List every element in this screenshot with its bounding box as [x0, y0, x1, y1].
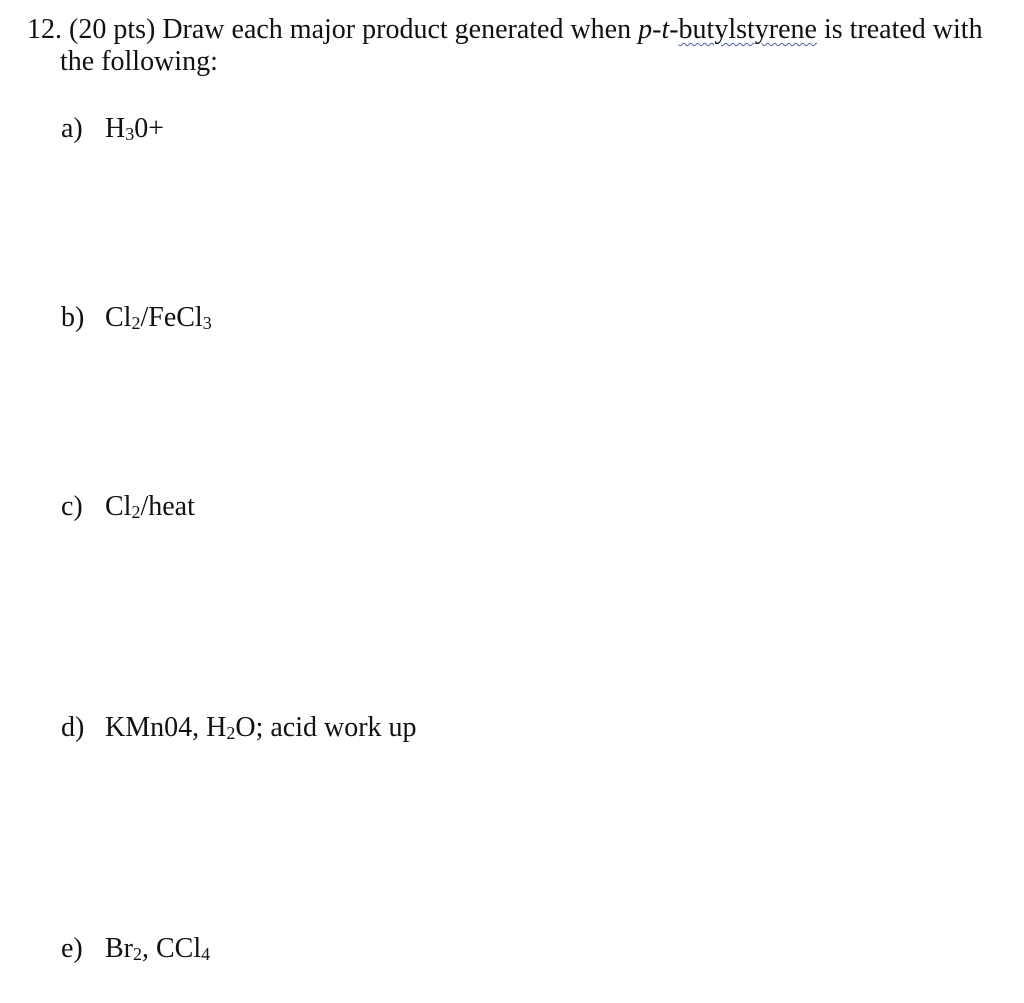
part-c — [61, 491, 195, 523]
part-b-text-2: /FeCl — [140, 302, 203, 333]
part-a-sub-1: 3 — [125, 124, 135, 144]
question-points: (20 pts) — [69, 14, 156, 45]
question-line-2: the following: — [60, 46, 218, 77]
part-e-sub-1: 2 — [133, 944, 142, 964]
part-a-text-1: H — [105, 113, 126, 144]
part-e-sub-2: 4 — [201, 944, 211, 964]
dash-2: - — [669, 14, 679, 45]
question-number: 12. — [27, 14, 62, 45]
part-d-letter: d) — [61, 712, 85, 743]
dash-1: - — [652, 14, 662, 45]
para-prefix: p — [638, 14, 653, 45]
part-b-sub-2: 3 — [202, 313, 212, 333]
question-line-1 — [27, 14, 1007, 46]
part-c-letter: c) — [61, 491, 83, 522]
part-b — [61, 302, 212, 334]
part-b-letter: b) — [61, 302, 85, 333]
question-text-before: Draw each major product generated when — [162, 14, 632, 45]
part-d — [61, 712, 417, 744]
part-e-text-2: , CCl — [142, 933, 202, 964]
question-text-after: is treated with — [823, 14, 983, 45]
tert-prefix: t — [661, 14, 670, 45]
part-a-text-2: 0+ — [134, 113, 165, 144]
part-e-letter: e) — [61, 933, 83, 964]
part-d-text-2: O; acid work up — [235, 712, 417, 743]
compound-name: butylstyrene — [678, 14, 817, 45]
part-b-sub-1: 2 — [131, 313, 141, 333]
part-c-sub-1: 2 — [131, 502, 141, 522]
part-d-text-1: KMn04, H — [105, 712, 227, 743]
part-c-text-2: /heat — [140, 491, 195, 522]
part-d-sub-1: 2 — [226, 723, 236, 743]
part-a — [61, 113, 164, 145]
part-c-text-1: Cl — [105, 491, 132, 522]
part-e — [61, 933, 210, 965]
part-b-text-1: Cl — [105, 302, 132, 333]
part-a-letter: a) — [61, 113, 83, 144]
question-prompt — [27, 14, 1007, 78]
part-e-text-1: Br — [105, 933, 133, 964]
